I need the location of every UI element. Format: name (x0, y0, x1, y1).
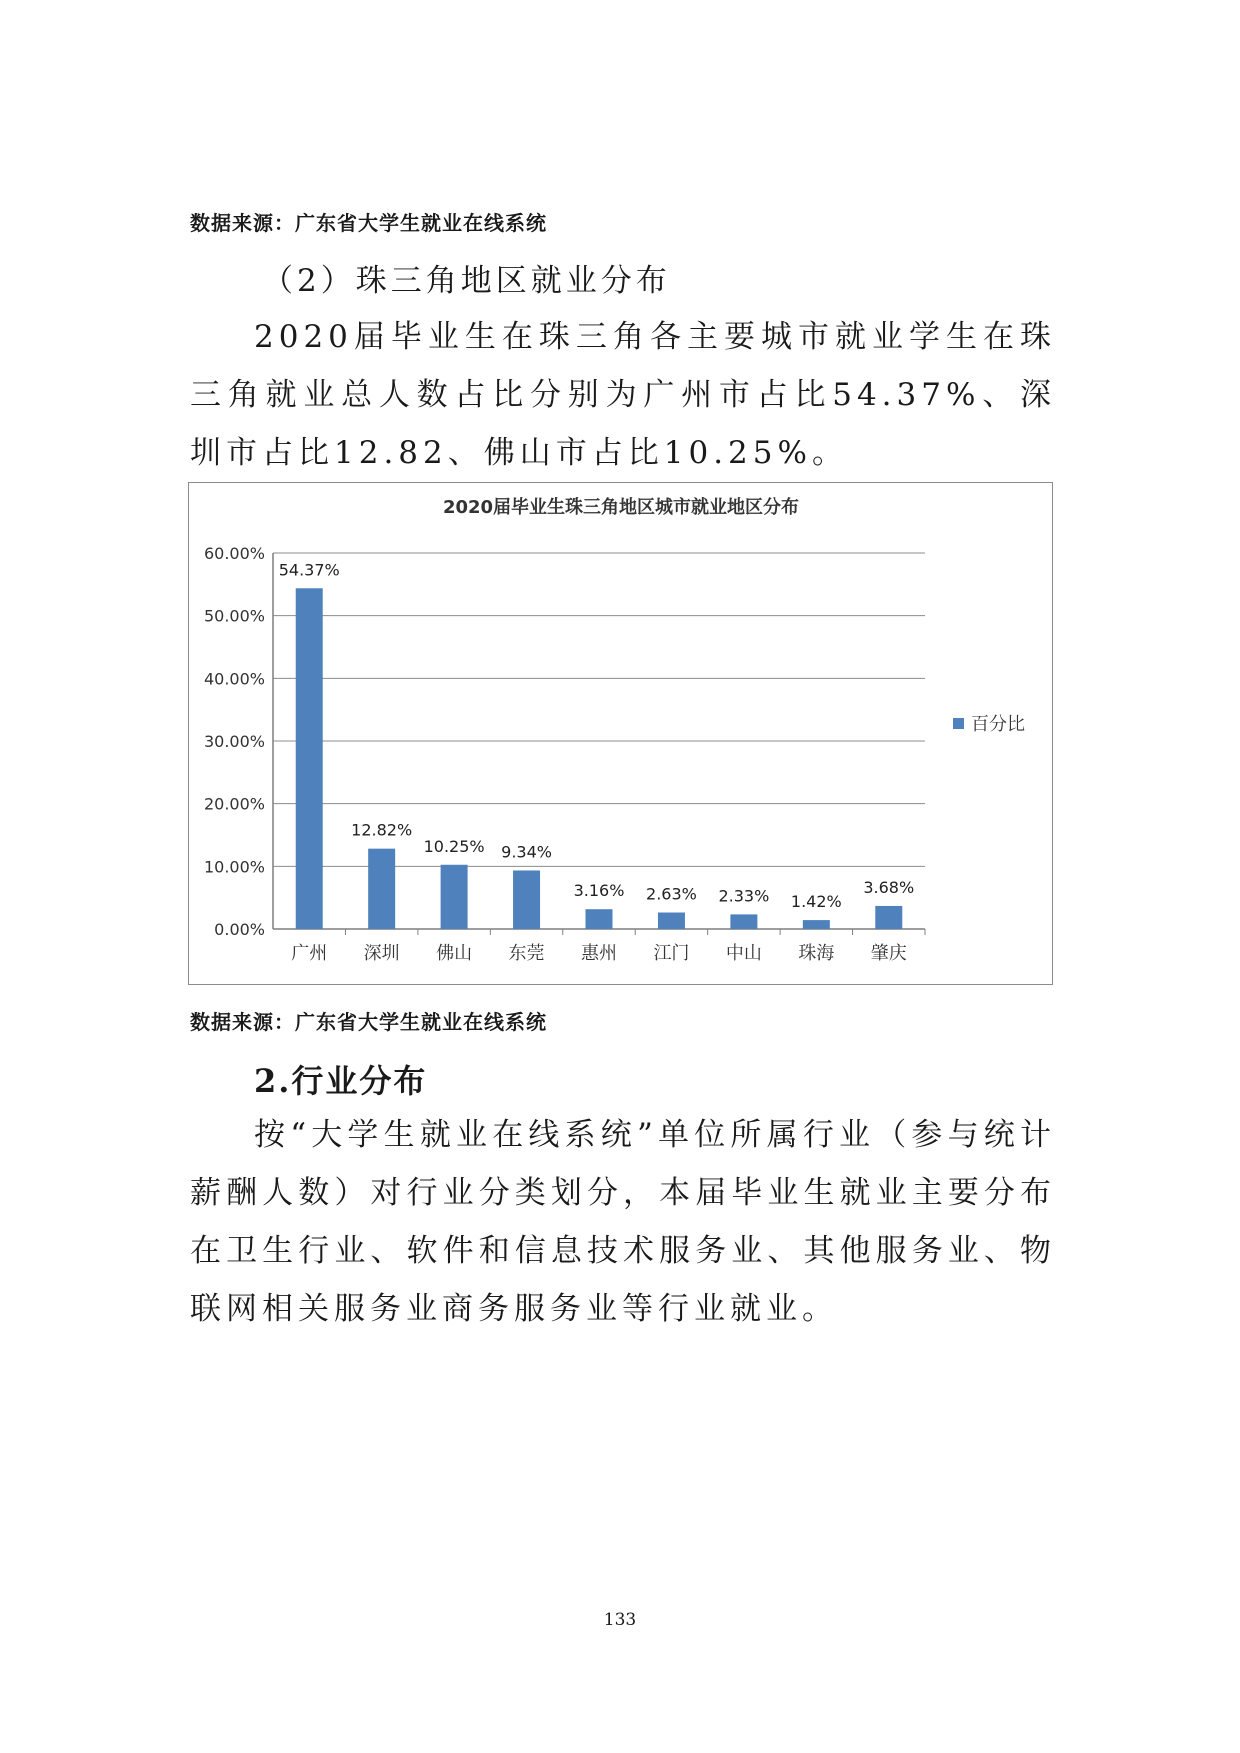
y-tick-label: 0.00% (214, 920, 265, 939)
y-tick-label: 20.00% (203, 794, 265, 814)
bar-肇庆 (875, 906, 902, 929)
category-label: 广州 (291, 943, 328, 964)
data-label: 3.16% (573, 881, 625, 901)
bar-惠州 (586, 909, 613, 929)
paragraph-pearl-river-delta: 2020届毕业生在珠三角各主要城市就业学生在珠三角就业总人数占比分别为广州市占比54.37%、深圳市占比12.82、佛山市占比10.25%。 (190, 319, 1056, 471)
bar-珠海 (803, 920, 830, 929)
data-label: 3.68% (863, 877, 915, 897)
data-label: 10.25% (423, 836, 485, 856)
bar-江门 (658, 913, 685, 929)
category-label: 中山 (725, 943, 762, 964)
category-label: 江门 (653, 943, 690, 964)
data-label: 9.34% (501, 842, 552, 862)
page-number: 133 (603, 1610, 637, 1630)
bar-深圳 (368, 849, 395, 929)
chart-title: 2020届毕业生珠三角地区城市就业地区分布 (442, 497, 800, 518)
bar-chart-svg (189, 483, 1054, 986)
y-tick-label: 10.00% (203, 857, 265, 877)
bar-东莞 (513, 870, 540, 929)
data-label: 1.42% (790, 892, 842, 912)
data-label: 2.33% (718, 886, 770, 906)
category-label: 东莞 (508, 943, 545, 964)
data-label: 12.82% (351, 820, 413, 840)
category-label: 珠海 (798, 943, 835, 964)
legend-swatch (953, 718, 964, 729)
data-source-label: 数据来源：广东省大学生就业在线系统 (190, 211, 547, 235)
data-label: 2.63% (646, 884, 697, 904)
bar-广州 (296, 588, 323, 929)
data-label: 54.37% (278, 560, 340, 580)
employment-distribution-chart (188, 482, 1053, 985)
category-label: 佛山 (436, 943, 473, 964)
y-tick-label: 50.00% (203, 606, 265, 626)
paragraph-industry: 按“大学生就业在线系统”单位所属行业（参与统计薪酬人数）对行业分类划分，本届毕业生就业主要分布在卫生行业、软件和信息技术服务业、其他服务业、物联网相关服务业商务服务业等行业就业。 (190, 1117, 1056, 1327)
category-label: 深圳 (363, 943, 400, 964)
y-tick-label: 40.00% (203, 669, 265, 689)
y-tick-label: 60.00% (203, 544, 265, 563)
bar-佛山 (441, 865, 468, 929)
category-label: 惠州 (581, 943, 617, 964)
industry-distribution-heading: 2.行业分布 (254, 1062, 428, 1100)
section-heading: （2）珠三角地区就业分布 (262, 263, 671, 299)
category-label: 肇庆 (870, 943, 907, 964)
bar-中山 (730, 914, 757, 929)
y-tick-label: 30.00% (203, 732, 265, 751)
legend-label: 百分比 (971, 714, 1025, 735)
data-source-label-2: 数据来源：广东省大学生就业在线系统 (190, 1010, 547, 1034)
